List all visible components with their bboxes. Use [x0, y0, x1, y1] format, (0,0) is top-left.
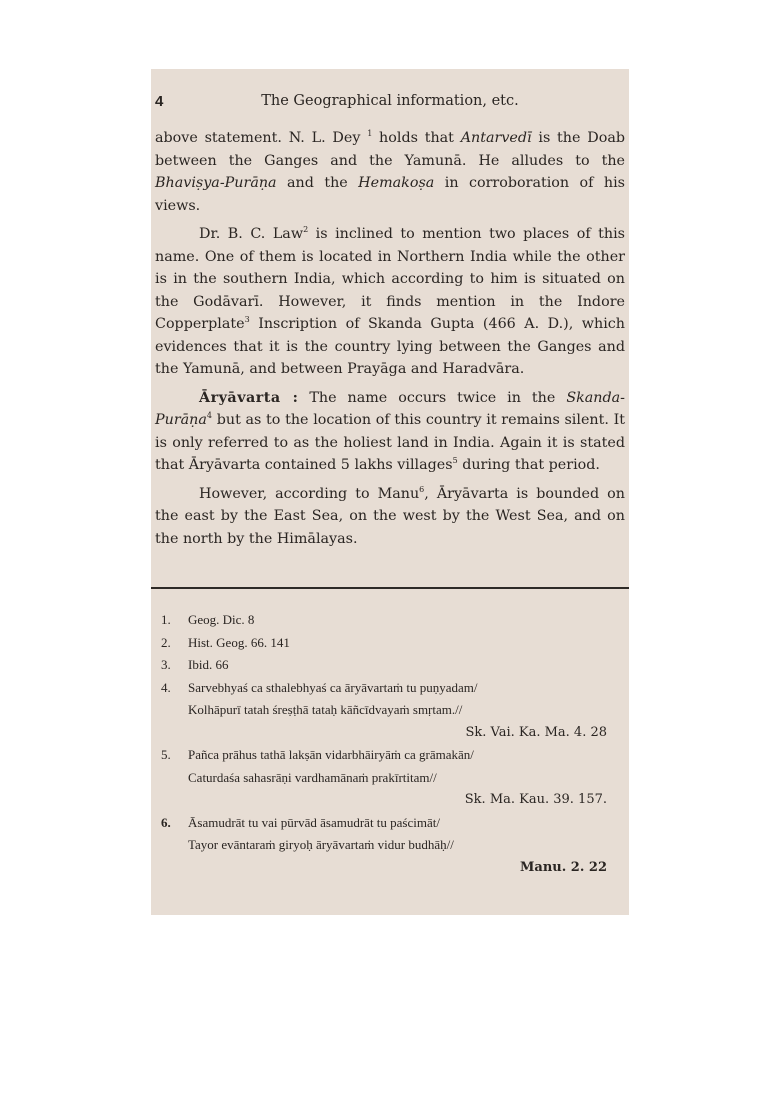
footnote-line: Tayor evāntaraṁ giryoḥ āryāvartaṁ vidur budhāḥ//: [188, 837, 454, 852]
text-run: during that period.: [457, 457, 600, 473]
footnote-3: [161, 654, 607, 677]
footnote-number: 3.: [161, 657, 171, 672]
footnote-4: [161, 677, 607, 745]
paragraph-manu: [155, 483, 625, 551]
footnote-line: Āsamudrāt tu vai pūrvād āsamudrāt tu paścimāt/: [188, 814, 440, 830]
text-run: is the Doab between the Ganges and the Yamunā. He alludes to the: [155, 130, 625, 169]
footnote-citation: Sk. Ma. Kau. 39. 157.: [464, 792, 607, 807]
footnote-ref: 6: [419, 484, 425, 494]
footnote-number: 4.: [161, 679, 171, 695]
italic-term: Hemakoṣa: [358, 175, 435, 191]
footnote-line: Hist. Geog. 66. 141: [188, 634, 290, 650]
body-text: [155, 127, 625, 556]
footnotes: [161, 609, 607, 879]
running-head: [155, 93, 625, 113]
footnote-citation: Manu. 2. 22: [520, 859, 607, 875]
italic-term: Antarvedī: [460, 130, 532, 146]
footnote-number: 5.: [161, 747, 171, 762]
running-title: The Geographical information, etc.: [261, 93, 519, 109]
text-run: is inclined to mention two places of this name. One of them is located in Northern India while the other is in the southern India, which according to him is situated on the Godāvarī. However, it finds mention in the Indore Copperplate: [155, 226, 626, 332]
footnote-1: [161, 609, 607, 632]
text-run: The name occurs twice in the: [298, 389, 567, 406]
book-page: [151, 69, 629, 915]
footnote-ref: 2: [303, 225, 309, 235]
paragraph-aryavarta: [155, 387, 625, 477]
footnote-line: Ibid. 66: [188, 657, 229, 672]
paragraph-dey: [155, 127, 625, 217]
text-run: and the: [276, 175, 359, 191]
text-run: above statement. N. L. Dey: [155, 130, 368, 146]
text-run: in corroboration of his views.: [155, 175, 625, 214]
footnote-line: Caturdaśa sahasrāṇi vardhamānaṁ prakīrtitam//: [188, 769, 437, 785]
footnote-6: [161, 812, 607, 880]
footnote-line: Kolhāpurī tatah śreṣṭhā tataḥ kāñcīdvayaṁ smṛtam.//: [188, 702, 463, 717]
footnote-number: 6.: [161, 814, 171, 830]
footnote-line: Geog. Dic. 8: [188, 612, 255, 627]
footnote-line: Pañca prāhus tathā lakṣān vidarbhāiryāṁ ca grāmakān/: [188, 747, 474, 762]
text-run: , Āryāvarta is bounded on the east by the East Sea, on the west by the West Sea, and on the north by the Himālayas.: [155, 485, 626, 547]
footnote-number: 1.: [161, 612, 171, 627]
footnote-ref: 1: [367, 129, 373, 139]
footnote-ref: 5: [452, 456, 458, 466]
page-number: 4: [155, 93, 164, 110]
footnote-2: [161, 632, 607, 655]
text-run: holds that: [372, 130, 461, 146]
paragraph-law: [155, 223, 625, 381]
footnote-line: Sarvebhyaś ca sthalebhyaś ca āryāvartaṁ tu puṇyadam/: [188, 679, 478, 695]
italic-term: Skanda-Purāṇa: [155, 389, 626, 428]
text-run: Dr. B. C. Law: [199, 226, 304, 242]
italic-term: Bhaviṣya-Purāṇa: [155, 175, 277, 191]
footnote-ref: 3: [244, 315, 250, 325]
text-run: However, according to Manu: [199, 485, 420, 502]
footnote-5: [161, 744, 607, 812]
bold-term: Āryāvarta :: [199, 389, 299, 406]
footnote-number: 2.: [161, 634, 171, 650]
footnote-citation: Sk. Vai. Ka. Ma. 4. 28: [465, 724, 607, 740]
text-run: but as to the location of this country it remains silent. It is only referred to as the holiest land in India. Again it is stated that Āryāvarta contained 5 lakhs villages: [155, 412, 625, 473]
footnote-ref: 4: [206, 411, 213, 421]
text-run: Inscription of Skanda Gupta (466 A. D.), which evidences that it is the country lying between the Ganges and the Yamunā, and between Prayāga and Haradvāra.: [155, 316, 625, 377]
footnote-divider: [151, 587, 629, 589]
